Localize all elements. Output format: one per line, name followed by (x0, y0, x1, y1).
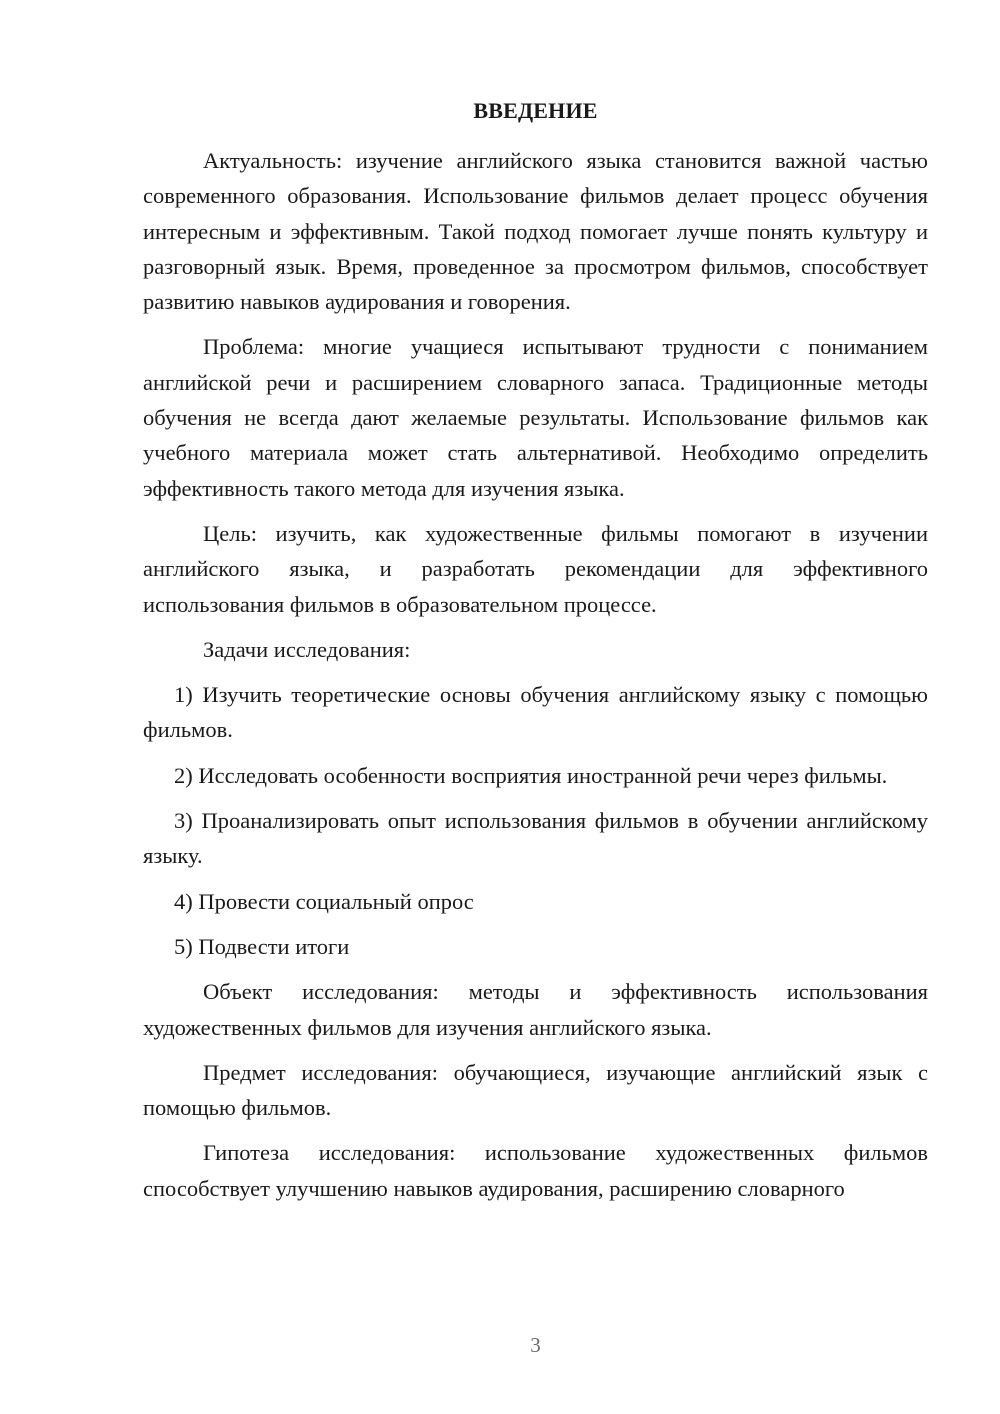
object-paragraph: Объект исследования: методы и эффективность использования художественных фильмов для изучения английского языка. (143, 979, 928, 1040)
task-item-3: 3) Проанализировать опыт использования фильмов в обучении английскому языку. (143, 808, 928, 869)
body-text (143, 143, 928, 1206)
tasks-title: Задачи исследования: (203, 636, 411, 662)
task-item-4: 4) Провести социальный опрос (174, 888, 474, 914)
task-item-5: 5) Подвести итоги (174, 933, 350, 959)
task-item-1: 1) Изучить теоретические основы обучения английскому языку с помощью фильмов. (143, 682, 928, 743)
hypothesis-paragraph: Гипотеза исследования: использование художественных фильмов способствует улучшению навыков аудирования, расширению словарного (143, 1140, 928, 1201)
subject-paragraph: Предмет исследования: обучающиеся, изучающие английский язык с помощью фильмов. (143, 1059, 928, 1121)
task-item-2: 2) Исследовать особенности восприятия иностранной речи через фильмы. (174, 762, 888, 788)
page-number: 3 (530, 1333, 541, 1357)
goal-paragraph: Цель: изучить, как художественные фильмы помогают в изучении английского языка, и разработать рекомендации для эффективного использования фильмов в образовательном процессе. (143, 520, 928, 617)
relevance-paragraph: Актуальность: изучение английского языка становится важной частью современного образования. Использование фильмов делает процесс обучения интересным и эффективным. Такой подход помогает лучше понять культуру и разговорный язык. Время, проведенное за просмотром фильмов, способствует развитию навыков аудирования и говорения. (143, 148, 928, 315)
problem-paragraph: Проблема: многие учащиеся испытывают трудности с пониманием английской речи и расширением словарного запаса. Традиционные методы обучения не всегда дают желаемые результаты. Использование фильмов как учебного материала может стать альтернативой. Необходимо определить эффективность такого метода для изучения языка. (143, 334, 928, 501)
section-heading: ВВЕДЕНИЕ (473, 98, 598, 123)
document-page (143, 0, 928, 1414)
